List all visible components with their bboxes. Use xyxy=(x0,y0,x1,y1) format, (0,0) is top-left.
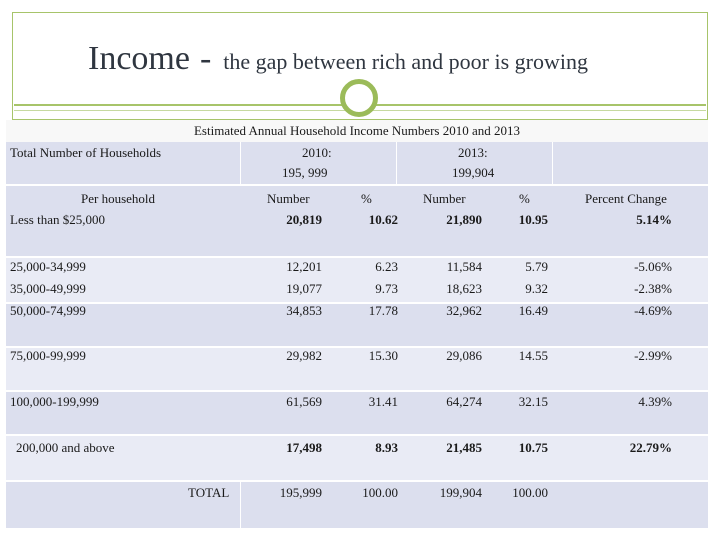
year-2010-value: 195, 999 xyxy=(282,165,328,180)
cell-number-2013: 21,890 xyxy=(446,212,482,227)
cell-percent-change: -5.06% xyxy=(634,259,672,274)
total-number-2010: 195,999 xyxy=(279,485,322,500)
title-dash: - xyxy=(199,40,212,77)
row-label: 35,000-49,999 xyxy=(10,281,86,296)
decorative-circle-icon xyxy=(340,79,378,117)
cell-number-2013: 29,086 xyxy=(446,348,482,363)
cell-pct-2013: 10.95 xyxy=(518,212,548,227)
cell-number-2010: 20,819 xyxy=(286,212,322,227)
col-header-pct-2013: % xyxy=(519,191,530,206)
cell-number-2013: 18,623 xyxy=(446,281,482,296)
per-household-label: Per household xyxy=(81,191,156,206)
row-label: 75,000-99,999 xyxy=(10,348,86,363)
cell-pct-2010: 8.93 xyxy=(375,440,398,455)
title-subtitle: the gap between rich and poor is growing xyxy=(223,49,589,74)
cell-pct-2013: 9.32 xyxy=(525,281,548,296)
cell-pct-2013: 5.79 xyxy=(525,259,548,274)
col-divider xyxy=(240,480,241,528)
cell-pct-2010: 31.41 xyxy=(368,394,398,409)
cell-pct-2010: 10.62 xyxy=(368,212,398,227)
year-2013-label: 2013: xyxy=(458,145,488,160)
row-label: 200,000 and above xyxy=(16,440,115,455)
cell-number-2013: 32,962 xyxy=(446,303,482,318)
cell-number-2013: 21,485 xyxy=(446,440,482,455)
col-header-percent-change: Percent Change xyxy=(585,191,667,206)
slide-title xyxy=(88,40,588,78)
cell-number-2010: 19,077 xyxy=(286,281,322,296)
cell-pct-2013: 10.75 xyxy=(518,440,548,455)
cell-percent-change: -2.99% xyxy=(634,348,672,363)
cell-pct-2010: 15.30 xyxy=(368,348,398,363)
col-header-number-2013: Number xyxy=(423,191,466,206)
row-divider xyxy=(6,480,708,482)
year-2013-value: 199,904 xyxy=(452,165,495,180)
cell-percent-change: 4.39% xyxy=(638,394,672,409)
row-divider xyxy=(6,390,708,392)
total-pct-2013: 100.00 xyxy=(512,485,548,500)
col-divider xyxy=(240,142,241,184)
row-label: 50,000-74,999 xyxy=(10,303,86,318)
row-label: 25,000-34,999 xyxy=(10,259,86,274)
cell-number-2013: 64,274 xyxy=(446,394,482,409)
income-table xyxy=(6,120,708,528)
total-number-2013: 199,904 xyxy=(439,485,482,500)
col-divider xyxy=(552,142,553,184)
cell-pct-2010: 6.23 xyxy=(375,259,398,274)
cell-number-2010: 34,853 xyxy=(286,303,322,318)
year-2010-label: 2010: xyxy=(302,145,332,160)
table-caption: Estimated Annual Household Income Numbers 2010 and 2013 xyxy=(6,120,708,142)
cell-percent-change: 5.14% xyxy=(636,212,672,227)
cell-number-2013: 11,584 xyxy=(446,259,482,274)
cell-pct-2013: 32.15 xyxy=(518,394,548,409)
col-header-number-2010: Number xyxy=(267,191,310,206)
row-divider xyxy=(6,434,708,436)
col-header-pct-2010: % xyxy=(361,191,372,206)
cell-percent-change: 22.79% xyxy=(629,440,672,455)
cell-number-2010: 61,569 xyxy=(286,394,322,409)
cell-pct-2010: 9.73 xyxy=(375,281,398,296)
row-label: 100,000-199,999 xyxy=(10,394,99,409)
cell-number-2010: 17,498 xyxy=(286,440,322,455)
total-label: TOTAL xyxy=(188,485,230,500)
cell-percent-change: -4.69% xyxy=(634,303,672,318)
row-label: Less than $25,000 xyxy=(10,212,105,227)
cell-number-2010: 12,201 xyxy=(286,259,322,274)
cell-number-2010: 29,982 xyxy=(286,348,322,363)
cell-pct-2013: 14.55 xyxy=(518,348,548,363)
total-pct-2010: 100.00 xyxy=(362,485,398,500)
cell-percent-change: -2.38% xyxy=(634,281,672,296)
total-households-label: Total Number of Households xyxy=(10,145,162,160)
col-divider xyxy=(396,142,397,184)
cell-pct-2010: 17.78 xyxy=(368,303,398,318)
cell-pct-2013: 16.49 xyxy=(518,303,548,318)
row-divider xyxy=(6,256,708,258)
title-main: Income xyxy=(88,40,190,77)
